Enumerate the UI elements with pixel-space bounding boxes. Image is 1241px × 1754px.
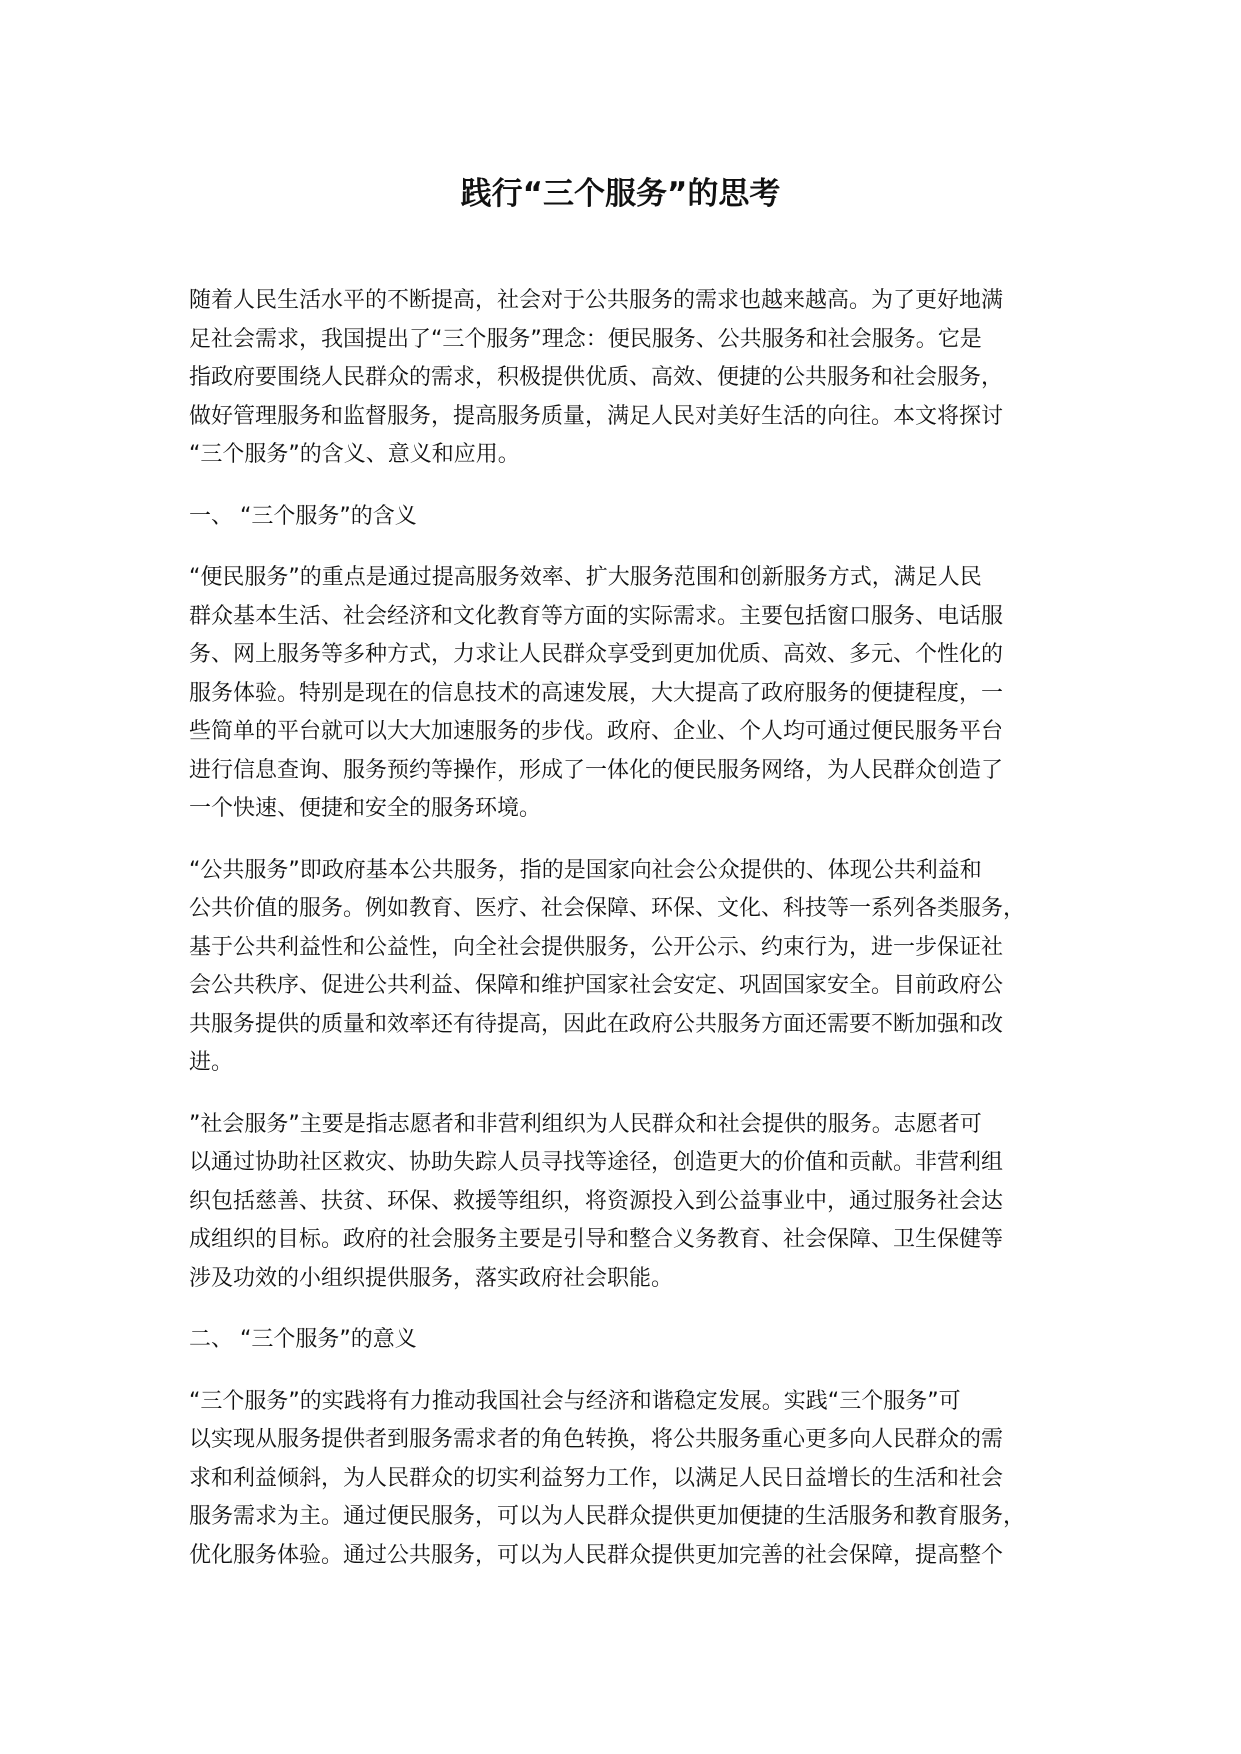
document-title: 践行“三个服务”的思考 (460, 176, 781, 212)
text-line: 做好管理服务和监督服务，提高服务质量，满足人民对美好生活的向往。本文将探讨 (189, 403, 1004, 429)
text-line: 以实现从服务提供者到服务需求者的角色转换，将公共服务重心更多向人民群众的需 (189, 1427, 1004, 1452)
text-line: 织包括慈善、扶贫、环保、救援等组织，将资源投入到公益事业中，通过服务社会达 (189, 1188, 1004, 1214)
text-line: 求和利益倾斜，为人民群众的切实利益努力工作，以满足人民日益增长的生活和社会 (189, 1465, 1004, 1491)
text-line: “公共服务”即政府基本公共服务，指的是国家向社会公众提供的、体现公共利益和 (189, 857, 982, 883)
text-line: 成组织的目标。政府的社会服务主要是引导和整合义务教育、社会保障、卫生保健等 (189, 1227, 1004, 1252)
text-line: “三个服务”的实践将有力推动我国社会与经济和谐稳定发展。实践“三个服务”可 (189, 1388, 961, 1414)
text-line: “三个服务”的含义、意义和应用。 (189, 442, 520, 467)
text-line: 务、网上服务等多种方式，力求让人民群众享受到更加优质、高效、多元、个性化的 (189, 642, 1004, 667)
section-heading-significance: 二、 “三个服务”的意义 (189, 1327, 417, 1352)
text-line: 随着人民生活水平的不断提高，社会对于公共服务的需求也越来越高。为了更好地满 (189, 288, 1004, 313)
text-line: 涉及功效的小组织提供服务，落实政府社会职能。 (189, 1265, 674, 1291)
text-line: 群众基本生活、社会经济和文化教育等方面的实际需求。主要包括窗口服务、电话服 (189, 603, 1004, 629)
text-line: 公共价值的服务。例如教育、医疗、社会保障、环保、文化、科技等一系列各类服务， (189, 896, 1026, 921)
text-line: 进行信息查询、服务预约等操作，形成了一体化的便民服务网络，为人民群众创造了 (189, 757, 1004, 783)
text-line: 基于公共利益性和公益性，向全社会提供服务，公开公示、约束行为，进一步保证社 (189, 934, 1004, 960)
paragraph-intro (189, 282, 1069, 475)
document-body (189, 282, 1069, 1598)
text-line: 进。 (189, 1050, 234, 1075)
text-line: 以通过协助社区救灾、协助失踪人员寻找等途径，创造更大的价值和贡献。非营利组 (189, 1150, 1004, 1175)
text-line: 服务需求为主。通过便民服务，可以为人民群众提供更加便捷的生活服务和教育服务， (189, 1504, 1026, 1529)
text-line: 一个快速、便捷和安全的服务环境。 (189, 796, 542, 821)
text-line: 共服务提供的质量和效率还有待提高，因此在政府公共服务方面还需要不断加强和改 (189, 1011, 1004, 1037)
text-line: “便民服务”的重点是通过提高服务效率、扩大服务范围和创新服务方式，满足人民 (189, 565, 982, 590)
text-line: 足社会需求，我国提出了“三个服务”理念：便民服务、公共服务和社会服务。它是 (189, 326, 982, 352)
section-heading-meaning: 一、 “三个服务”的含义 (189, 503, 417, 529)
text-line: ”社会服务”主要是指志愿者和非营利组织为人民群众和社会提供的服务。志愿者可 (189, 1111, 982, 1137)
paragraph-public-service (189, 852, 1069, 1083)
text-line: 优化服务体验。通过公共服务，可以为人民群众提供更加完善的社会保障，提高整个 (189, 1542, 1004, 1568)
paragraph-significance (189, 1383, 1069, 1576)
text-line: 会公共秩序、促进公共利益、保障和维护国家社会安定、巩固国家安全。目前政府公 (189, 973, 1004, 998)
text-line: 指政府要围绕人民群众的需求，积极提供优质、高效、便捷的公共服务和社会服务， (189, 365, 1004, 390)
paragraph-social-service (189, 1106, 1069, 1299)
text-line: 服务体验。特别是现在的信息技术的高速发展，大大提高了政府服务的便捷程度，一 (189, 680, 1004, 706)
paragraph-convenience-service (189, 559, 1069, 829)
text-line: 些简单的平台就可以大大加速服务的步伐。政府、企业、个人均可通过便民服务平台 (189, 719, 1004, 744)
